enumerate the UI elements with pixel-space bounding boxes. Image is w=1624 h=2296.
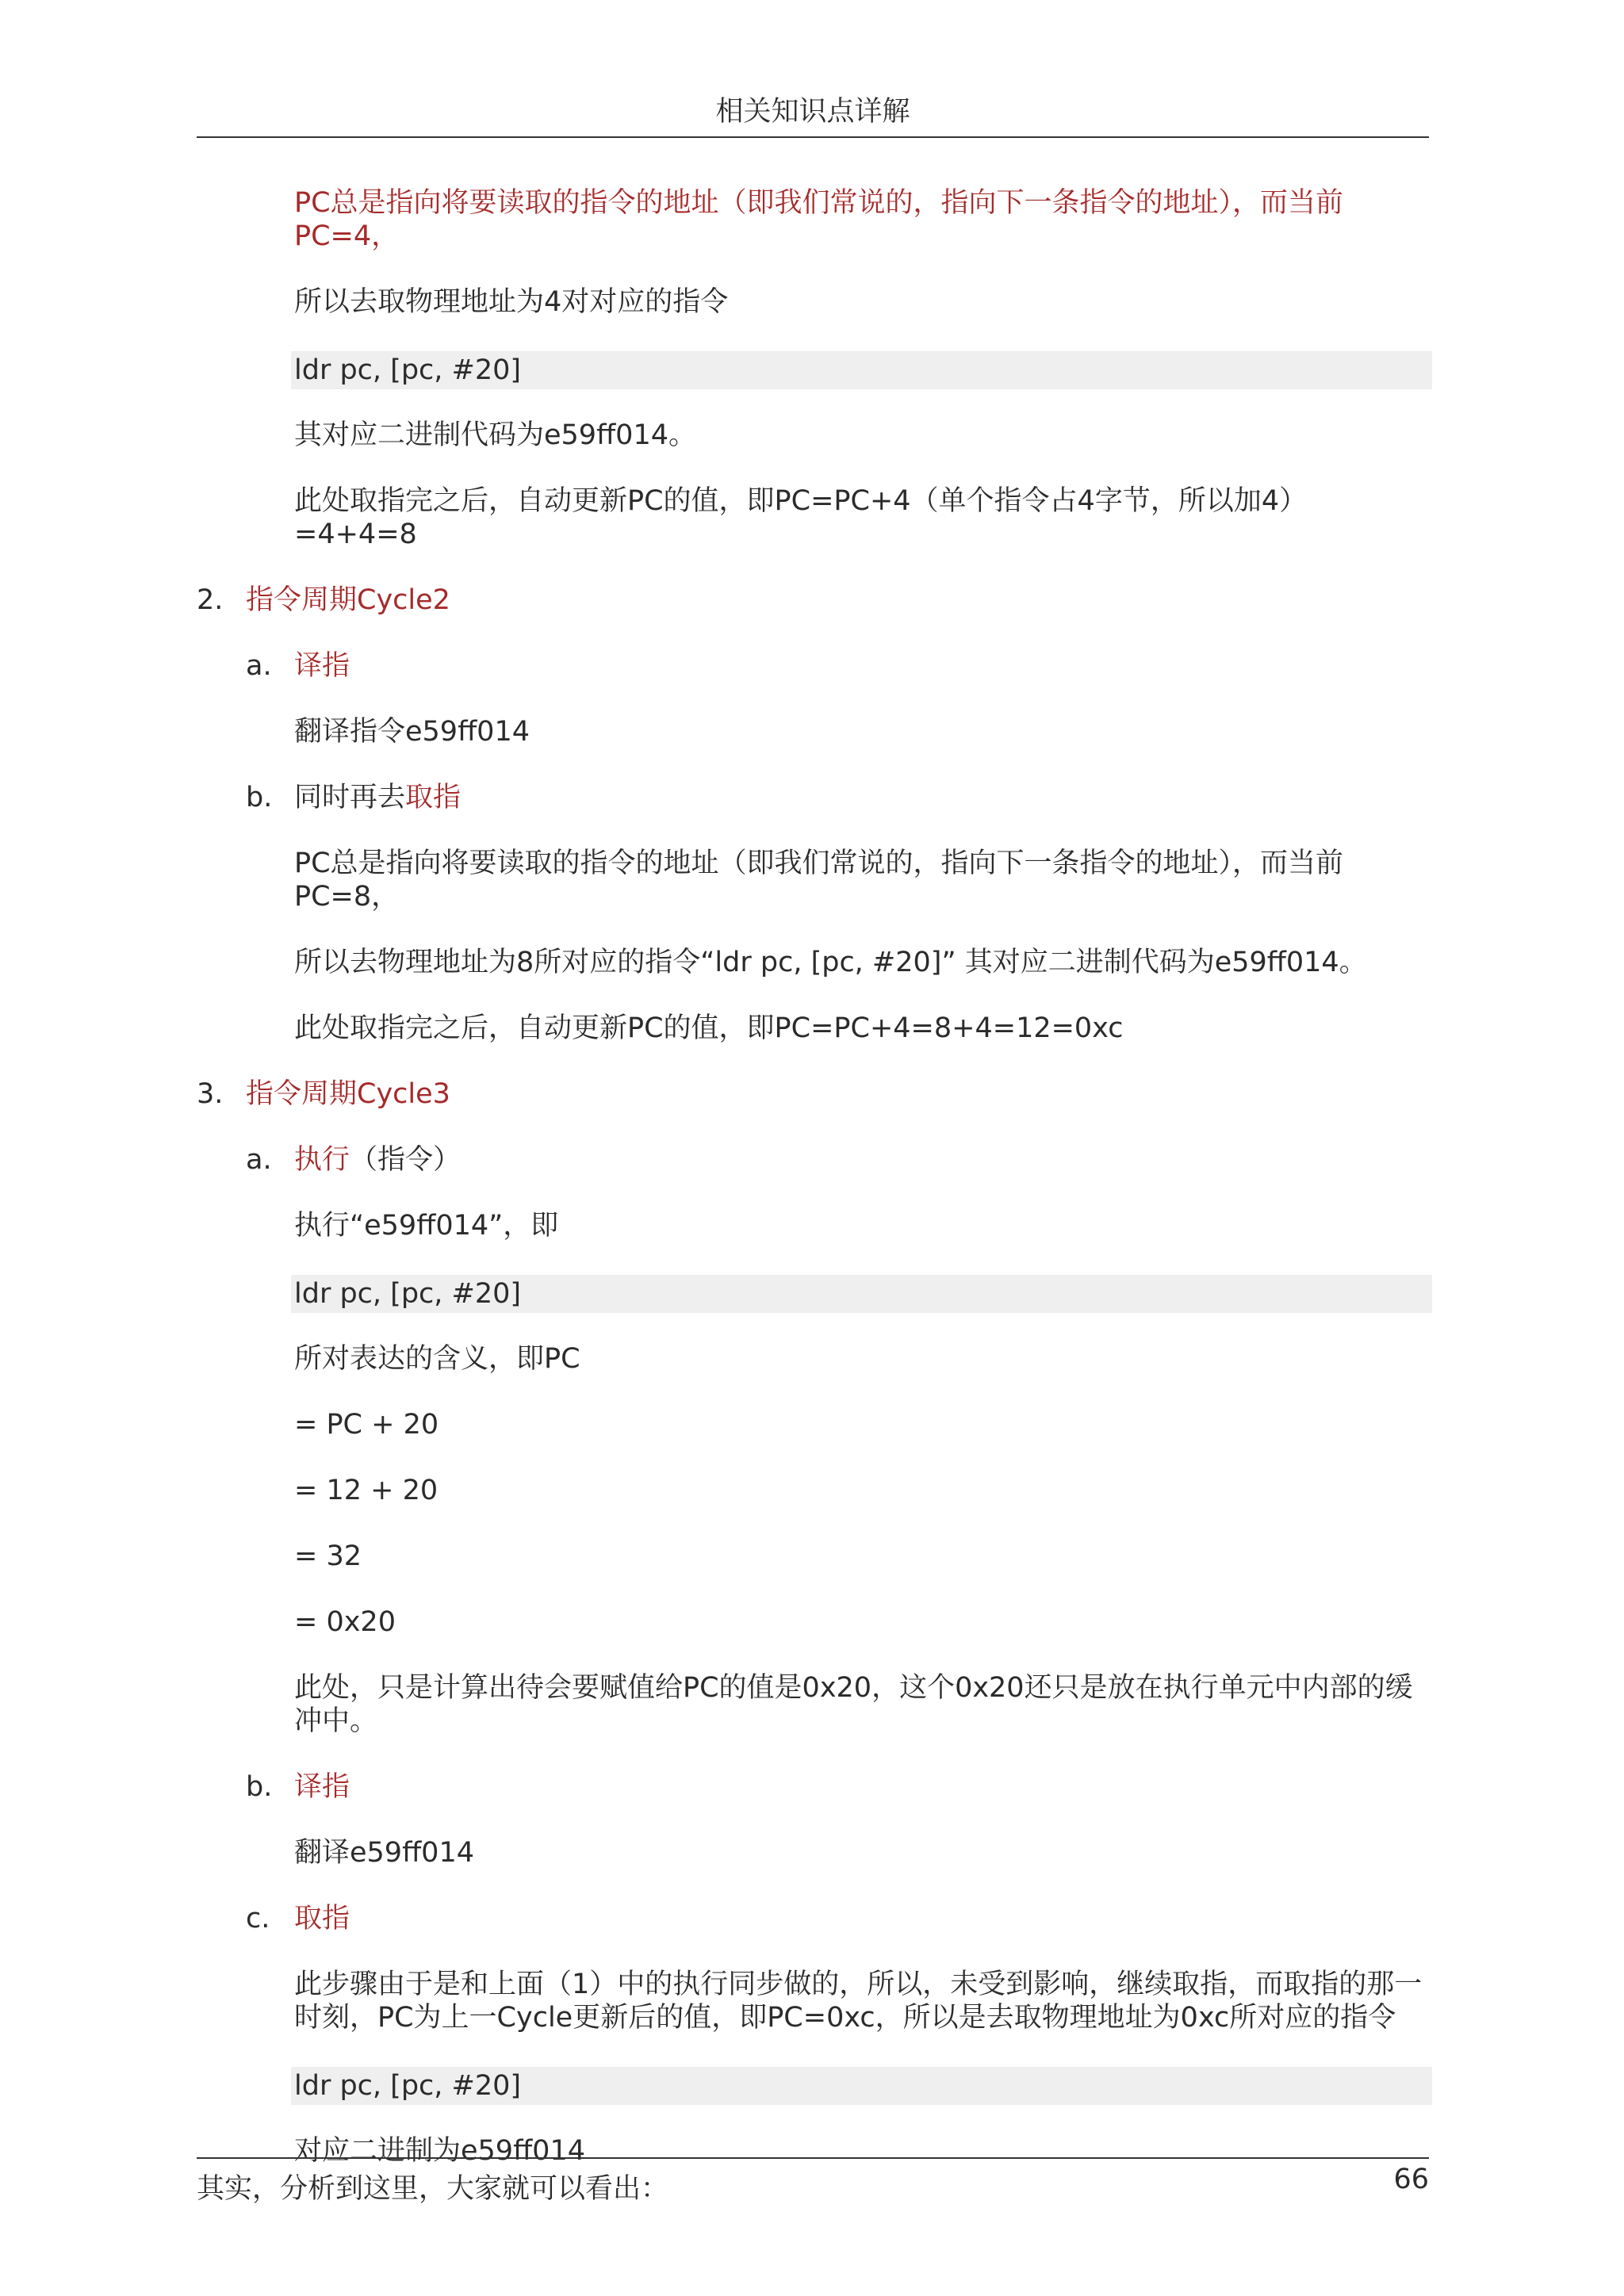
list-item-cycle3-decode [0, 1770, 1624, 1804]
list-heading: 取指 [294, 1903, 350, 1934]
paragraph-pc-update-1: 此处取指完之后，自动更新PC的值，即PC=PC+4（单个指令占4字节，所以加4）=4+4=8 [294, 485, 1308, 550]
list-item-cycle3-fetch [0, 1902, 1624, 1935]
paragraph-execute: 执行“e59ff014”，即 [294, 1210, 559, 1242]
header-title: 相关知识点详解 [715, 96, 910, 128]
list-heading [294, 781, 461, 814]
list-heading: 指令周期Cycle3 [246, 1078, 450, 1110]
paragraph-decode-2: 翻译e59ff014 [294, 1837, 474, 1869]
equation-line-4: = 0x20 [294, 1606, 396, 1638]
page-header [197, 94, 1429, 138]
equation-line-3: = 32 [294, 1540, 362, 1572]
page-number: 66 [1393, 2164, 1429, 2195]
list-heading [294, 1143, 461, 1177]
list-item-cycle2-fetch [0, 781, 1624, 814]
paragraph-pc-update-2: 此处取指完之后，自动更新PC的值，即PC=PC+4=8+4=12=0xc [294, 1012, 1124, 1044]
equation-line-2: = 12 + 20 [294, 1475, 439, 1506]
paragraph-fetch-address-4: 所以去取物理地址为4对对应的指令 [294, 286, 729, 318]
list-letter: b. [246, 782, 273, 813]
list-letter: a. [246, 1144, 272, 1176]
footer-text: 其实，分析到这里，大家就可以看出： [197, 2173, 669, 2205]
paragraph-decode-1: 翻译指令e59ff014 [294, 716, 530, 748]
paragraph-binary-code-1: 其对应二进制代码为e59ff014。 [294, 419, 696, 451]
paragraph-fetch-address-8: 所以去物理地址为8所对应的指令“ldr pc, [pc, #20]” 其对应二进制代码为e59ff014。 [294, 947, 1367, 978]
code-block-ldr-2: ldr pc, [pc, #20] [291, 1275, 1432, 1313]
list-heading-plain: 同时再去 [294, 782, 406, 813]
code-block-ldr-3: ldr pc, [pc, #20] [291, 2067, 1432, 2105]
list-item-cycle3-execute [0, 1143, 1624, 1177]
paragraph-binary-code-2: 对应二进制为e59ff014 [294, 2135, 585, 2167]
list-heading: 指令周期Cycle2 [246, 584, 450, 616]
list-item-cycle3 [0, 1077, 1624, 1111]
list-heading: 译指 [294, 650, 350, 682]
list-number: 2. [197, 584, 224, 616]
code-block-ldr-1: ldr pc, [pc, #20] [291, 351, 1432, 389]
list-heading-red: 取指 [405, 782, 462, 813]
document-body [0, 186, 1624, 2200]
list-item-cycle2-decode [0, 649, 1624, 683]
paragraph-pc-fetch-1: PC总是指向将要读取的指令的地址（即我们常说的，指向下一条指令的地址），而当前PC=4， [294, 187, 1344, 252]
list-letter: a. [246, 650, 272, 682]
equation-line-1: = PC + 20 [294, 1409, 439, 1441]
paragraph-fetch-sync: 此步骤由于是和上面（1）中的执行同步做的，所以，未受到影响，继续取指，而取指的那一时刻，PC为上一Cycle更新后的值，即PC=0xc，所以是去取物理地址为0xc所对应的指令 [294, 1969, 1423, 2034]
paragraph-buffer-note: 此处，只是计算出待会要赋值给PC的值是0x20，这个0x20还只是放在执行单元中内部的缓冲中。 [294, 1672, 1413, 1737]
list-letter: b. [246, 1771, 273, 1803]
list-item-cycle2 [0, 584, 1624, 617]
paragraph-pc-fetch-2: PC总是指向将要读取的指令的地址（即我们常说的，指向下一条指令的地址），而当前PC=8， [294, 848, 1344, 913]
list-heading-red: 执行 [294, 1144, 350, 1176]
list-heading-plain: （指令） [350, 1144, 462, 1176]
list-heading: 译指 [294, 1771, 350, 1803]
list-number: 3. [197, 1078, 224, 1110]
paragraph-meaning: 所对表达的含义，即PC [294, 1343, 580, 1375]
list-letter: c. [246, 1903, 270, 1934]
footer-divider [197, 2157, 1429, 2159]
